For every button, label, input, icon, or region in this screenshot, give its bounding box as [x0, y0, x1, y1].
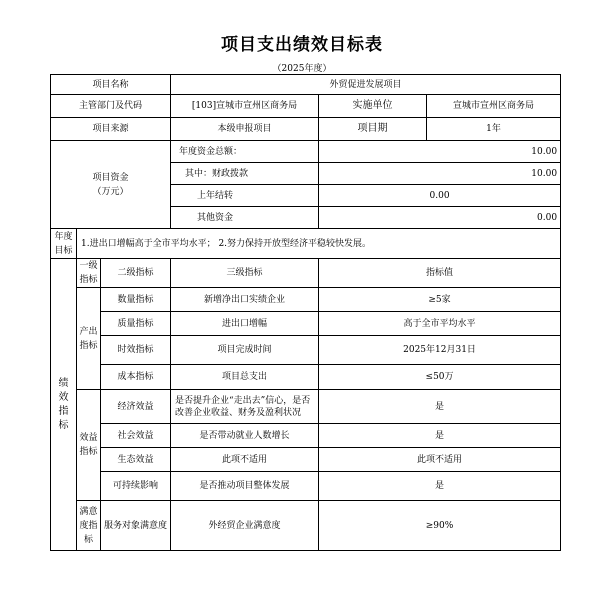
table-row-level3: 进出口增幅	[171, 312, 319, 336]
benefit-indicators-label: 效益 指标	[77, 390, 101, 501]
indicators-section-label: 绩 效 指 标	[51, 259, 77, 551]
performance-table	[50, 74, 561, 551]
table-row-level3: 项目总支出	[171, 365, 319, 390]
funds-fiscal-value: 10.00	[319, 163, 561, 185]
funds-other-label: 其他资金	[171, 207, 319, 229]
table-row-value: 是	[319, 390, 561, 424]
table-row-value: ≤50万	[319, 365, 561, 390]
table-row-value: 是	[319, 424, 561, 448]
table-row-value: 高于全市平均水平	[319, 312, 561, 336]
table-row-value: ≥5家	[319, 288, 561, 312]
head-level3: 三级指标	[171, 259, 319, 288]
table-row-level3: 外经贸企业满意度	[171, 501, 319, 551]
goal-label-line1: 年度	[54, 231, 73, 242]
funds-label-line2: （万元）	[92, 186, 129, 197]
table-row-value: 2025年12月31日	[319, 336, 561, 365]
funds-label-line1: 项目资金	[92, 172, 129, 183]
table-row-value: 此项不适用	[319, 448, 561, 472]
impl-value: 宣城市宣州区商务局	[427, 95, 561, 118]
table-row-level2: 成本指标	[101, 365, 171, 390]
impl-label: 实施单位	[319, 95, 427, 118]
page-title: 项目支出绩效目标表	[221, 35, 383, 55]
table-row-level3: 是否带动就业人数增长	[171, 424, 319, 448]
funds-carryover-value: 0.00	[319, 185, 561, 207]
table-row-value: 是	[319, 472, 561, 501]
table-row-value: ≥90%	[319, 501, 561, 551]
funds-carryover-label: 上年结转	[171, 185, 319, 207]
dept-label: 主管部门及代码	[51, 95, 171, 118]
goal-label-line2: 目标	[54, 245, 73, 256]
funds-label	[51, 141, 171, 229]
project-name: 外贸促进发展项目	[171, 75, 561, 95]
project-name-label: 项目名称	[51, 75, 171, 95]
table-row-level2: 质量指标	[101, 312, 171, 336]
funds-total-value: 10.00	[319, 141, 561, 163]
fiscal-year: （2025年度）	[272, 64, 332, 74]
table-row-level3: 此项不适用	[171, 448, 319, 472]
funds-other-value: 0.00	[319, 207, 561, 229]
table-row-level3: 新增净出口实绩企业	[171, 288, 319, 312]
table-row-level3: 是否推动项目整体发展	[171, 472, 319, 501]
table-row-level2: 社会效益	[101, 424, 171, 448]
satisfaction-indicators-label: 满意 度指 标	[77, 501, 101, 551]
table-row-level2: 可持续影响	[101, 472, 171, 501]
table-row-level3: 项目完成时间	[171, 336, 319, 365]
table-row-level2: 生态效益	[101, 448, 171, 472]
table-row-level2: 数量指标	[101, 288, 171, 312]
period-label: 项目期	[319, 118, 427, 141]
table-row-level3: 是否提升企业“走出去”信心，是否 改善企业收益、财务及盈利状况	[171, 390, 319, 424]
period-value: 1年	[427, 118, 561, 141]
table-row-level2: 经济效益	[101, 390, 171, 424]
head-level1: 一级 指标	[77, 259, 101, 288]
table-row-level2: 时效指标	[101, 336, 171, 365]
table-row-level2: 服务对象满意度	[101, 501, 171, 551]
goal-label	[51, 229, 77, 259]
goal-text: 1.进出口增幅高于全市平均水平； 2.努力保持开放型经济平稳较快发展。	[77, 229, 561, 259]
head-level2: 二级指标	[101, 259, 171, 288]
output-indicators-label: 产出 指标	[77, 288, 101, 390]
head-value: 指标值	[319, 259, 561, 288]
dept-value: [103]宣城市宣州区商务局	[171, 95, 319, 118]
funds-total-label: 年度资金总额：	[171, 141, 319, 163]
source-label: 项目来源	[51, 118, 171, 141]
funds-fiscal-label: 其中：财政拨款	[171, 163, 319, 185]
source-value: 本级申报项目	[171, 118, 319, 141]
